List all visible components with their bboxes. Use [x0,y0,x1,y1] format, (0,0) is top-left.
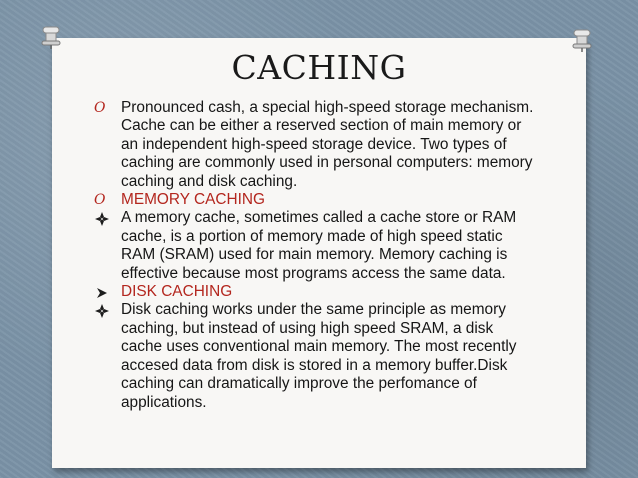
list-item-memory-caching [94,209,534,283]
list-item-text: Pronounced cash, a special high-speed storage mechanism. Cache can be either a reserved section of main memory or an independent high-speed storage device. Two types of caching are commonly used in personal computers: memory caching and disk caching. [121,99,534,190]
diamond-bullet-icon [94,211,110,227]
o-bullet-icon: O [94,192,106,209]
list-item-disk-caching [94,301,534,411]
bullet-list [94,99,534,412]
list-item-text: Disk caching works under the same principle as memory caching, but instead of using high speed SRAM, a disk cache uses conventional main memory. The most recently accesed data from disk is stored in a memory buffer.Disk caching can dramatically improve the perfomance of applications. [121,301,517,411]
diamond-bullet-icon [94,303,110,319]
list-item-text: A memory cache, sometimes called a cache store or RAM cache, is a portion of memory made of high speed static RAM (SRAM) used for main memory. Memory caching is effective because most programs access the same data. [121,209,517,282]
list-item-memory-caching-heading [94,191,534,209]
o-bullet-icon: O [94,100,106,116]
arrow-bullet-icon [94,285,110,301]
list-item-intro [94,99,534,191]
thumbtack-icon [40,25,62,49]
list-item-text: DISK CACHING [121,283,233,301]
list-item-disk-caching-heading [94,283,534,301]
list-item-text: MEMORY CACHING [121,191,265,209]
slide-title: CACHING [231,48,407,87]
